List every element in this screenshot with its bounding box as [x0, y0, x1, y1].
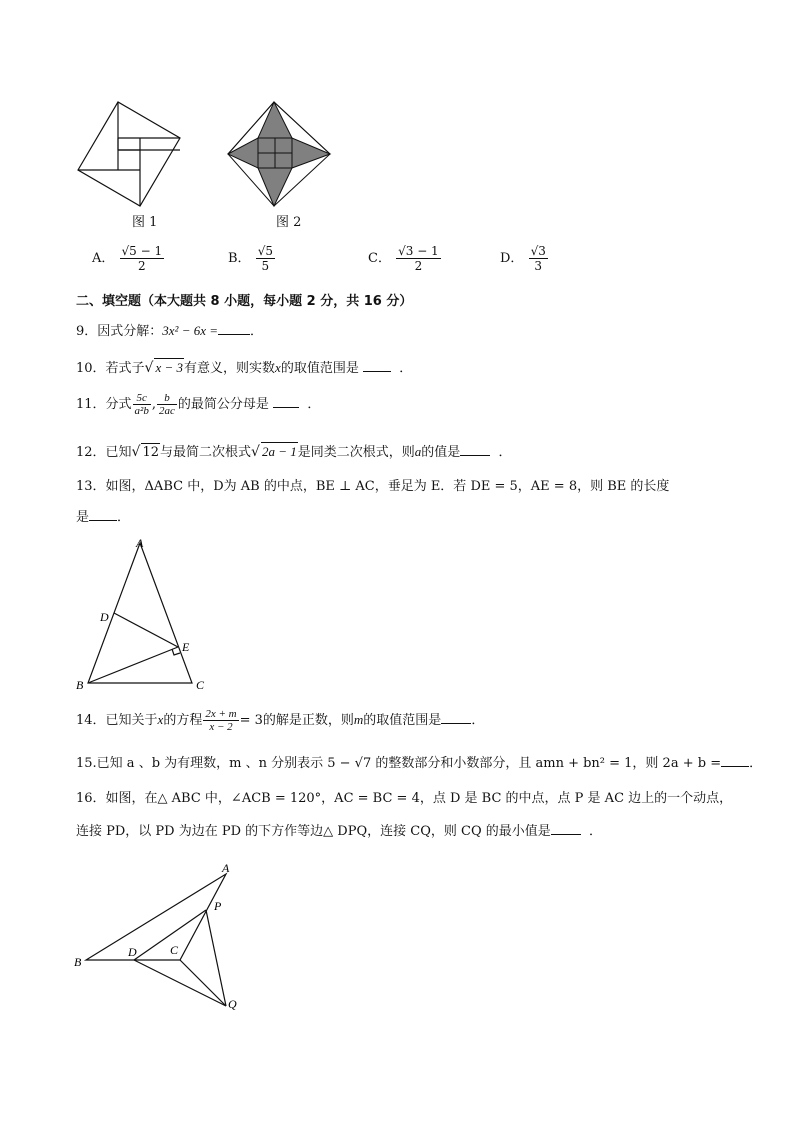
answer-blank	[460, 443, 490, 456]
question-11: 11．分式 $\frac{5c}{\text{a²b}}$ , $\frac{b}{2ac}$ 的最简公分母是 ．	[76, 392, 321, 417]
question-16-line-2: 连接 PD，以 PD 为边在 PD 的下方作等边△ DPQ，连接 CQ，则 CQ 的最小值是 ．	[76, 824, 603, 839]
label-p: P	[214, 899, 222, 913]
choice-d: D． $\frac{√3}{3}$	[500, 244, 546, 273]
label-c: C	[170, 943, 179, 957]
q16-triangle-figure	[70, 858, 260, 1018]
question-15: 15.已知 a 、b 为有理数，m 、n 分别表示 5 − √7 的整数部分和小数部分，且 amn + bn² = 1，则 2a + b = ．	[76, 756, 763, 771]
figure-1-caption: 图 1	[132, 215, 158, 230]
question-14: 14．已知关于x的方程 $\frac{2x + m}{x - 2}$ = 3的解是正数，则m的取值范围是 ．	[76, 708, 485, 733]
answer-blank	[551, 822, 581, 835]
question-12: 12．已知√ 12与最简二次根式√ 2a − 1是同类二次根式，则a的值是 ．	[76, 444, 512, 460]
label-d: D	[128, 945, 137, 959]
answer-blank	[721, 754, 749, 767]
question-13-line-2: 是 ．	[76, 510, 131, 525]
question-13-line-1: 13．如图，ΔABC 中，D为 AB 的中点，BE ⊥ AC，垂足为 E．若 DE = 5，AE = 8，则 BE 的长度	[76, 479, 670, 494]
choice-c: C． $\frac{√3 - 1}{2}$	[368, 244, 439, 273]
question-16-line-1: 16．如图，在△ ABC 中，∠ACB = 120°，AC = BC = 4，点 D 是 BC 的中点，点 P 是 AC 边上的一个动点，	[76, 791, 733, 806]
label-a: A	[222, 861, 230, 875]
answer-blank	[273, 395, 299, 408]
label-d: D	[100, 610, 109, 624]
section-title: 二、填空题（本大题共 8 小题，每小题 2 分，共 16 分）	[76, 294, 413, 309]
answer-blank	[218, 322, 250, 335]
label-a: A	[136, 536, 144, 550]
figure-2-caption: 图 2	[276, 215, 302, 230]
label-e: E	[182, 640, 190, 654]
question-10: 10．若式子√ x − 3有意义，则实数x的取值范围是 ．	[76, 360, 413, 376]
figure-2	[220, 98, 340, 210]
answer-blank	[89, 508, 117, 521]
label-b: B	[74, 955, 82, 969]
label-q: Q	[228, 997, 237, 1011]
q13-triangle-figure	[70, 535, 220, 695]
answer-blank	[441, 711, 471, 724]
label-b: B	[76, 678, 84, 692]
question-9: 9．因式分解：3x² − 6x = ．	[76, 323, 264, 339]
figure-1	[70, 98, 190, 210]
label-c: C	[196, 678, 205, 692]
answer-blank	[363, 359, 391, 372]
choice-b: B． $\frac{√5}{5}$	[228, 244, 273, 273]
choice-a: A． $\frac{√5 - 1}{2}$	[92, 244, 163, 273]
